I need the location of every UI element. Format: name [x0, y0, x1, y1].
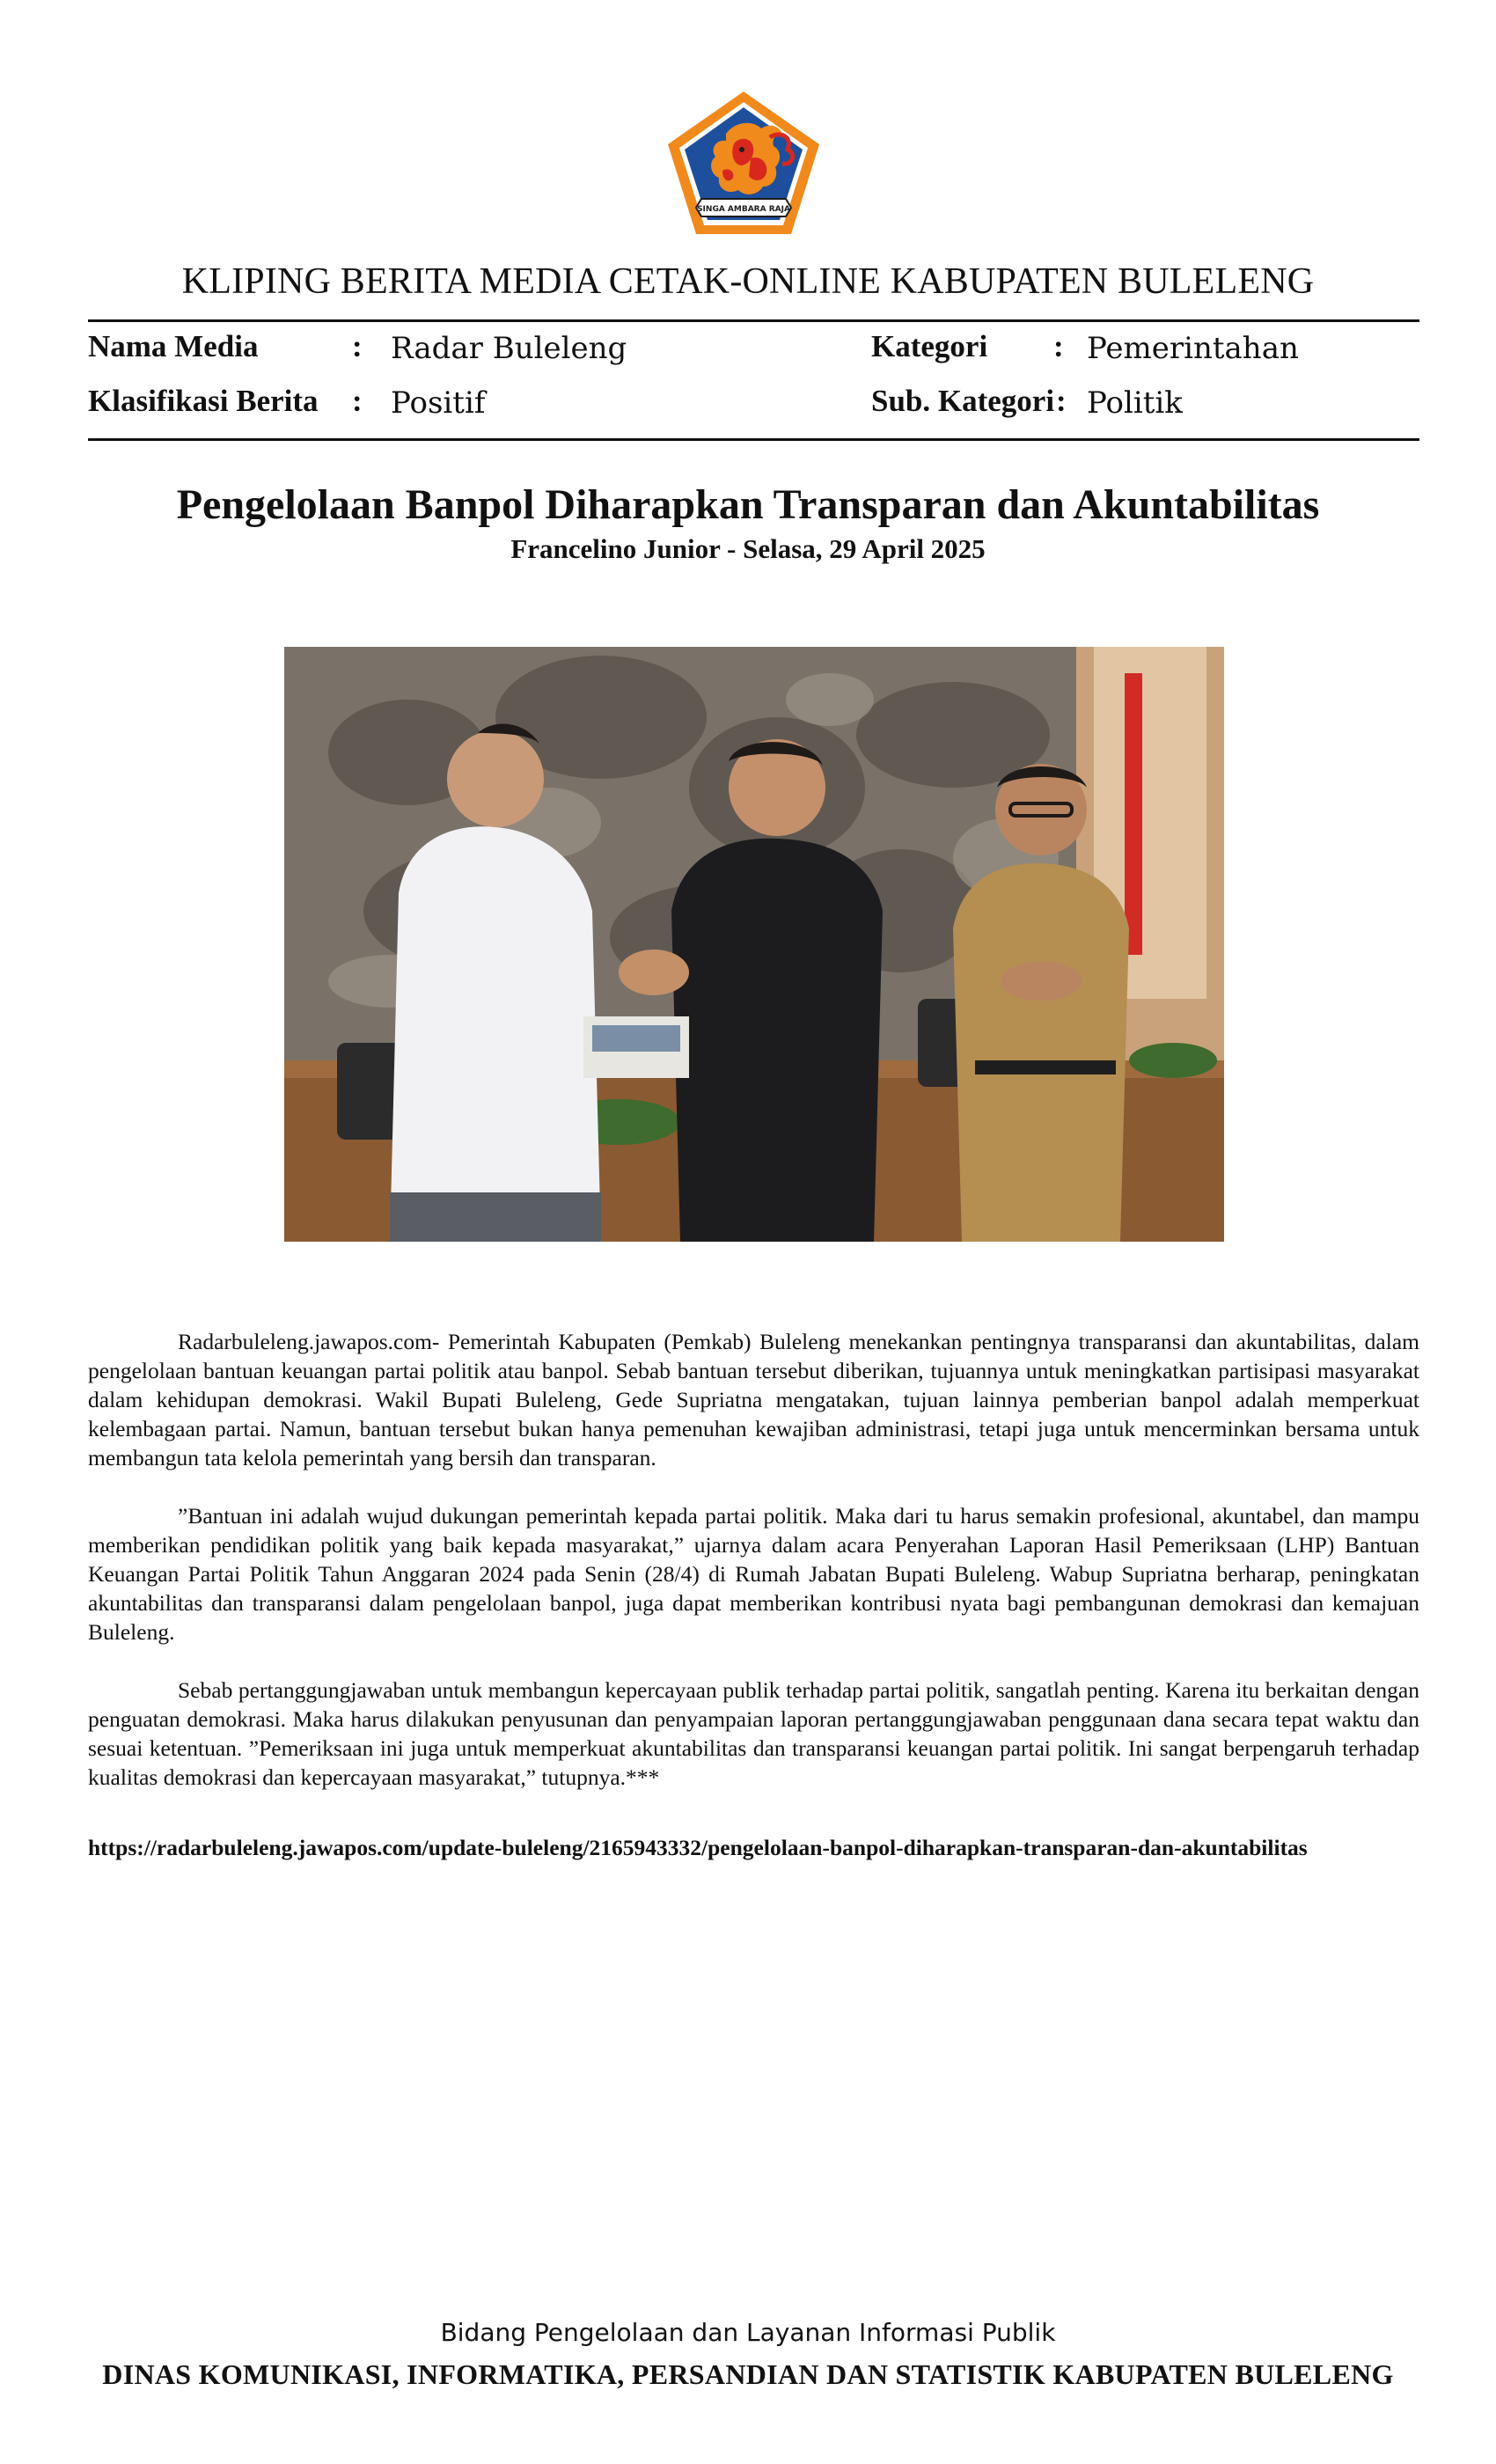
article-headline: Pengelolaan Banpol Diharapkan Transparan dan Akuntabilitas	[176, 481, 1320, 528]
footer-agency: DINAS KOMUNIKASI, INFORMATIKA, PERSANDIAN DAN STATISTIK KABUPATEN BULELENG	[102, 2358, 1394, 2390]
source-link[interactable]: https://radarbuleleng.jawapos.com/update-buleleng/2165943332/pengelolaan-banpol-diharapkan-transparan-dan-akuntabilitas	[88, 1835, 1308, 1860]
nama-media-value: Radar Buleleng	[391, 331, 627, 366]
bottom-divider	[88, 438, 1419, 441]
sub-kategori-colon: :	[1056, 384, 1067, 418]
klasifikasi-colon: :	[352, 384, 363, 418]
buleleng-emblem-logo	[664, 88, 823, 238]
logo-motto-text: SINGA AMBARA RAJA	[697, 205, 790, 214]
article-body	[88, 1327, 1419, 1821]
kategori-value: Pemerintahan	[1087, 331, 1299, 366]
article-byline: Francelino Junior - Selasa, 29 April 2025	[510, 533, 986, 564]
sub-kategori-value: Politik	[1087, 385, 1183, 421]
top-divider	[88, 319, 1419, 322]
footer-division: Bidang Pengelolaan dan Layanan Informasi Publik	[440, 2318, 1056, 2347]
article-photo	[284, 647, 1224, 1242]
nama-media-colon: :	[352, 329, 363, 363]
document-title: KLIPING BERITA MEDIA CETAK-ONLINE KABUPATEN BULELENG	[181, 261, 1315, 302]
kategori-label: Kategori	[871, 329, 988, 363]
article-paragraph: Radarbuleleng.jawapos.com- Pemerintah Kabupaten (Pemkab) Buleleng menekankan pentingnya transparansi dan akuntabilitas, dalam pengelolaan bantuan keuangan partai politik atau banpol. Sebab bantuan tersebut diberikan, tujuannya untuk meningkatkan partisipasi masyarakat dalam kehidupan demokrasi. Wakil Bupati Buleleng, Gede Supriatna mengatakan, tujuan lainnya pemberian banpol adalah memperkuat kelembagaan partai. Namun, bantuan tersebut bukan hanya pemenuhan kewajiban administrasi, tetapi juga untuk mencerminkan bersama untuk membangun tata kelola pemerintah yang bersih dan transparan.	[88, 1329, 1419, 1470]
klasifikasi-label: Klasifikasi Berita	[88, 384, 319, 418]
article-paragraph: ”Bantuan ini adalah wujud dukungan pemerintah kepada partai politik. Maka dari tu harus semakin profesional, akuntabel, dan mampu memberikan pendidikan politik yang baik kepada masyarakat,” ujarnya dalam acara Penyerahan Laporan Hasil Pemeriksaan (LHP) Bantuan Keuangan Partai Politik Tahun Anggaran 2024 pada Senin (28/4) di Rumah Jabatan Bupati Buleleng. Wabup Supriatna berharap, peningkatan akuntabilitas dan transparansi dalam pengelolaan banpol, juga dapat memberikan kontribusi nyata bagi pembangunan demokrasi dan kemajuan Buleleng.	[88, 1503, 1419, 1645]
article-paragraph: Sebab pertanggungjawaban untuk membangun kepercayaan publik terhadap partai politik, sangatlah penting. Karena itu berkaitan dengan penguatan demokrasi. Maka harus dilakukan penyusunan dan penyampaian laporan pertanggungjawaban penggunaan dana secara tepat waktu dan sesuai ketentuan. ”Pemeriksaan ini juga untuk memperkuat akuntabilitas dan transparansi keuangan partai politik. Ini sangat berpengaruh terhadap kualitas demokrasi dan kepercayaan masyarakat,” tutupnya.***	[88, 1677, 1419, 1790]
klasifikasi-value: Positif	[391, 385, 486, 421]
nama-media-label: Nama Media	[88, 329, 259, 363]
sub-kategori-label: Sub. Kategori	[871, 384, 1055, 418]
kategori-colon: :	[1053, 329, 1064, 363]
